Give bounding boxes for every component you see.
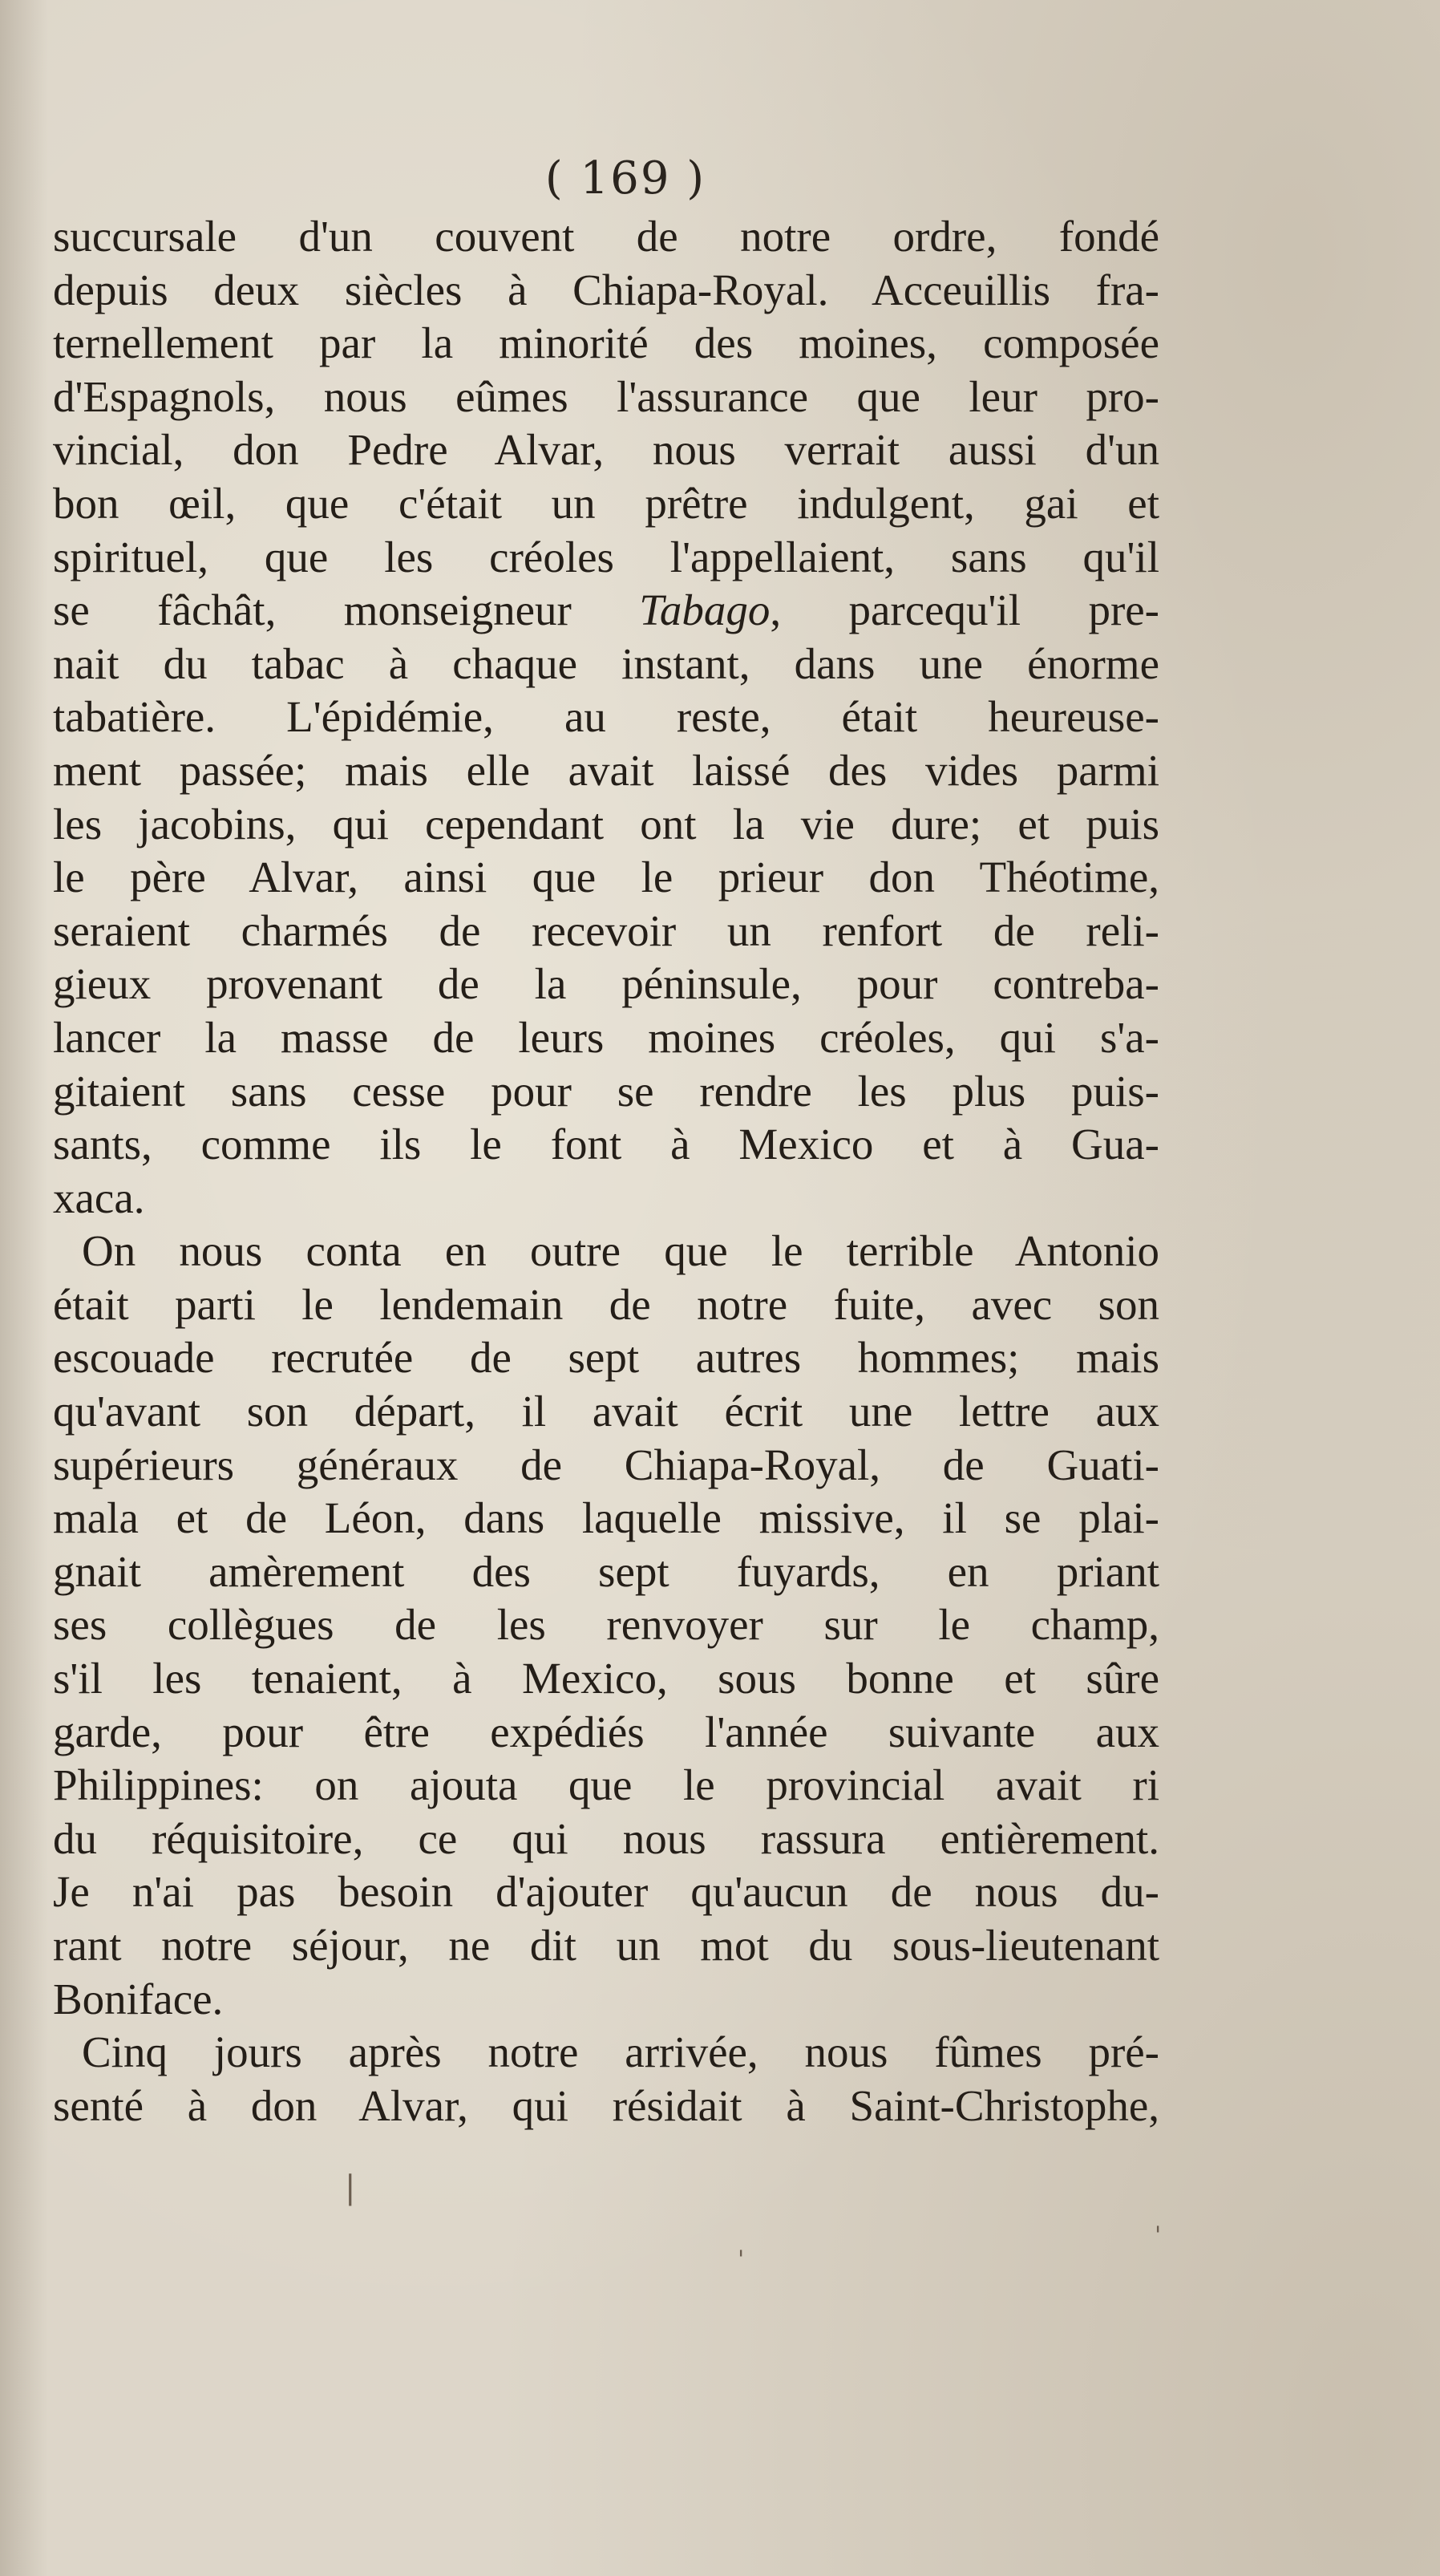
text-line: gieux provenant de la péninsule, pour contreba-	[53, 959, 1159, 1009]
text-line: ternellement par la minorité des moines, composée	[53, 318, 1159, 368]
text-line: d'Espagnols, nous eûmes l'assurance que leur pro-	[53, 371, 1159, 421]
text-line: seraient charmés de recevoir un renfort de reli-	[53, 905, 1159, 955]
text-line: senté à don Alvar, qui résidait à Saint-Christophe,	[53, 2080, 1159, 2130]
text-line: escouade recrutée de sept autres hommes; mais	[53, 1333, 1159, 1383]
text-line: rant notre séjour, ne dit un mot du sous-lieutenant	[53, 1921, 1159, 1970]
paragraph-start-line: Cinq jours après notre arrivée, nous fûmes pré-	[82, 2027, 1159, 2077]
page-number: ( 169 )	[544, 152, 706, 205]
text-line: nait du tabac à chaque instant, dans une énorme	[53, 638, 1159, 688]
text-line: xaca.	[53, 1173, 145, 1222]
paragraph-start-line: On nous conta en outre que le terrible Antonio	[82, 1226, 1159, 1276]
text-line: qu'avant son départ, il avait écrit une lettre aux	[53, 1387, 1159, 1436]
print-speck: '	[738, 2246, 745, 2274]
text-line: sants, comme ils le font à Mexico et à Gua-	[53, 1120, 1159, 1169]
text-line: tabatière. L'épidémie, au reste, était heureuse-	[53, 692, 1159, 742]
body-text	[53, 210, 1159, 2132]
print-speck: '	[1155, 2222, 1162, 2250]
text-line: succursale d'un couvent de notre ordre, fondé	[53, 212, 1159, 261]
text-line: les jacobins, qui cependant ont la vie dure; et puis	[53, 799, 1159, 849]
text-line-with-italic	[53, 584, 1159, 638]
text-line: mala et de Léon, dans laquelle missive, il se plai-	[53, 1493, 1159, 1543]
print-speck: |	[345, 2169, 356, 2206]
text-line: gnait amèrement des sept fuyards, en priant	[53, 1546, 1159, 1596]
text-line: était parti le lendemain de notre fuite, avec son	[53, 1279, 1159, 1329]
text-line: lancer la masse de leurs moines créoles, qui s'a-	[53, 1012, 1159, 1062]
text-line: supérieurs généraux de Chiapa-Royal, de Guati-	[53, 1440, 1159, 1489]
text-line: s'il les tenaient, à Mexico, sous bonne et sûre	[53, 1654, 1159, 1703]
text-line: depuis deux siècles à Chiapa-Royal. Acceuillis fra-	[53, 265, 1159, 314]
text-line: ment passée; mais elle avait laissé des vides parmi	[53, 745, 1159, 795]
text-line: bon œil, que c'était un prêtre indulgent, gai et	[53, 478, 1159, 528]
text-line: gitaient sans cesse pour se rendre les plus puis-	[53, 1066, 1159, 1116]
text-line: du réquisitoire, ce qui nous rassura entièrement.	[53, 1813, 1159, 1863]
spine-shadow	[0, 0, 48, 2576]
text-line: vincial, don Pedre Alvar, nous verrait aussi d'un	[53, 425, 1159, 475]
italic-word: Tabago	[639, 585, 771, 635]
text-line: Boniface.	[53, 1974, 224, 2023]
text-line: garde, pour être expédiés l'année suivante aux	[53, 1707, 1159, 1756]
text-line: spirituel, que les créoles l'appellaient, sans qu'il	[53, 532, 1159, 581]
text-line: ses collègues de les renvoyer sur le champ,	[53, 1600, 1159, 1650]
text-line: Philippines: on ajouta que le provincial avait ri	[53, 1760, 1159, 1810]
text-segment: , parcequ'il pre-	[770, 585, 1159, 635]
text-line: Je n'ai pas besoin d'ajouter qu'aucun de nous du-	[53, 1867, 1159, 1917]
text-line: le père Alvar, ainsi que le prieur don Théotime,	[53, 853, 1159, 902]
text-segment: se fâchât, monseigneur	[53, 585, 572, 635]
